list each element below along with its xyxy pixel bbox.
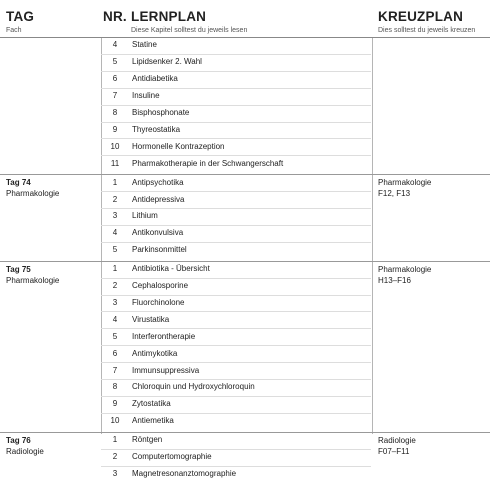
kreuzplan-line: F12, F13 xyxy=(378,189,411,199)
col-header-lernplan: LERNPLAN xyxy=(131,9,207,24)
day-title: Tag 75 xyxy=(6,264,31,274)
row-topic: Fluorchinolone xyxy=(132,297,185,307)
row-topic: Immunsuppressiva xyxy=(132,365,200,375)
day-label xyxy=(6,264,59,286)
row-topic: Lipidsenker 2. Wahl xyxy=(132,57,202,67)
row-number: 2 xyxy=(112,452,118,462)
kreuzplan-line: Radiologie xyxy=(378,435,416,445)
row-divider xyxy=(101,122,371,123)
row-number: 4 xyxy=(112,314,118,324)
row-number: 1 xyxy=(112,435,118,445)
row-divider xyxy=(101,449,371,450)
row-divider xyxy=(101,208,371,209)
section-divider xyxy=(0,261,490,262)
col-header-nr: NR. xyxy=(103,9,127,24)
row-topic: Röntgen xyxy=(132,435,163,445)
section-divider xyxy=(0,432,490,433)
row-number: 10 xyxy=(110,416,120,426)
row-number: 4 xyxy=(112,40,118,50)
row-topic: Pharmakotherapie in der Schwangerschaft xyxy=(132,158,284,168)
row-divider xyxy=(101,105,371,106)
row-topic: Interferontherapie xyxy=(132,331,196,341)
row-topic: Statine xyxy=(132,40,157,50)
day-label xyxy=(6,435,44,457)
row-number: 10 xyxy=(110,141,120,151)
row-topic: Antidiabetika xyxy=(132,74,178,84)
row-number: 3 xyxy=(112,297,118,307)
kreuzplan-line: F07–F11 xyxy=(378,446,410,456)
header-divider xyxy=(0,37,490,38)
row-topic: Antimykotika xyxy=(132,348,178,358)
day-subject: Radiologie xyxy=(6,446,44,456)
col-header-tag: TAG xyxy=(6,9,35,24)
row-number: 7 xyxy=(112,365,118,375)
row-divider xyxy=(101,71,371,72)
day-subject: Pharmakologie xyxy=(6,275,60,285)
kreuzplan-line: Pharmakologie xyxy=(378,264,432,274)
col-subheader-kreuzplan: Dies solltest du jeweils kreuzen xyxy=(378,27,476,34)
row-topic: Cephalosporine xyxy=(132,281,189,291)
kreuzplan-line: H13–F16 xyxy=(378,275,411,285)
col-subheader-lernplan: Diese Kapitel solltest du jeweils lesen xyxy=(131,27,248,34)
row-number: 8 xyxy=(112,382,118,392)
row-divider xyxy=(101,396,371,397)
row-divider xyxy=(101,191,371,192)
row-divider xyxy=(101,379,371,380)
kreuzplan-entry xyxy=(378,177,431,199)
row-divider xyxy=(101,242,371,243)
row-divider xyxy=(101,362,371,363)
row-number: 1 xyxy=(112,264,118,274)
row-topic: Virustatika xyxy=(132,314,170,324)
row-number: 11 xyxy=(110,158,120,168)
col-header-kreuzplan: KREUZPLAN xyxy=(378,9,464,24)
row-number: 4 xyxy=(112,228,118,238)
row-divider xyxy=(101,328,371,329)
row-number: 6 xyxy=(112,74,118,84)
col-subheader-fach: Fach xyxy=(6,27,22,34)
row-divider xyxy=(101,311,371,312)
day-label xyxy=(6,177,59,199)
row-number: 8 xyxy=(112,108,118,118)
row-divider xyxy=(101,88,371,89)
row-topic: Antiemetika xyxy=(132,416,174,426)
row-topic: Hormonelle Kontrazeption xyxy=(132,141,225,151)
day-title: Tag 74 xyxy=(6,178,31,188)
row-topic: Bisphosphonate xyxy=(132,108,190,118)
table-header xyxy=(0,0,500,40)
row-divider xyxy=(101,345,371,346)
kreuzplan-entry xyxy=(378,435,416,457)
row-number: 3 xyxy=(112,468,118,478)
row-number: 9 xyxy=(112,399,118,409)
section-divider xyxy=(0,174,490,175)
day-title: Tag 76 xyxy=(6,435,31,445)
row-topic: Zytostatika xyxy=(132,399,171,409)
row-number: 9 xyxy=(112,124,118,134)
row-topic: Magnetresonanztomographie xyxy=(132,468,237,478)
row-divider xyxy=(101,295,371,296)
row-topic: Computertomographie xyxy=(132,452,212,462)
row-topic: Lithium xyxy=(132,211,158,221)
row-number: 7 xyxy=(112,91,118,101)
row-number: 1 xyxy=(112,177,118,187)
row-divider xyxy=(101,278,371,279)
row-divider xyxy=(101,466,371,467)
row-divider xyxy=(101,155,371,156)
row-number: 2 xyxy=(112,281,118,291)
row-divider xyxy=(101,138,371,139)
kreuzplan-entry xyxy=(378,264,431,286)
row-topic: Antipsychotika xyxy=(132,177,184,187)
row-topic: Insuline xyxy=(132,91,160,101)
row-divider xyxy=(101,413,371,414)
row-topic: Thyreostatika xyxy=(132,124,181,134)
row-topic: Antikonvulsiva xyxy=(132,228,184,238)
row-number: 5 xyxy=(112,57,118,67)
row-topic: Antibiotika - Übersicht xyxy=(132,264,210,274)
row-number: 5 xyxy=(112,245,118,255)
day-subject: Pharmakologie xyxy=(6,189,60,199)
row-number: 6 xyxy=(112,348,118,358)
row-divider xyxy=(101,225,371,226)
row-topic: Chloroquin und Hydroxychloroquin xyxy=(132,382,255,392)
row-topic: Parkinsonmittel xyxy=(132,245,187,255)
column-divider-kreuzplan xyxy=(372,38,373,434)
row-divider xyxy=(101,54,371,55)
kreuzplan-line: Pharmakologie xyxy=(378,178,432,188)
row-number: 5 xyxy=(112,331,118,341)
row-topic: Antidepressiva xyxy=(132,194,185,204)
row-number: 3 xyxy=(112,211,118,221)
row-number: 2 xyxy=(112,194,118,204)
